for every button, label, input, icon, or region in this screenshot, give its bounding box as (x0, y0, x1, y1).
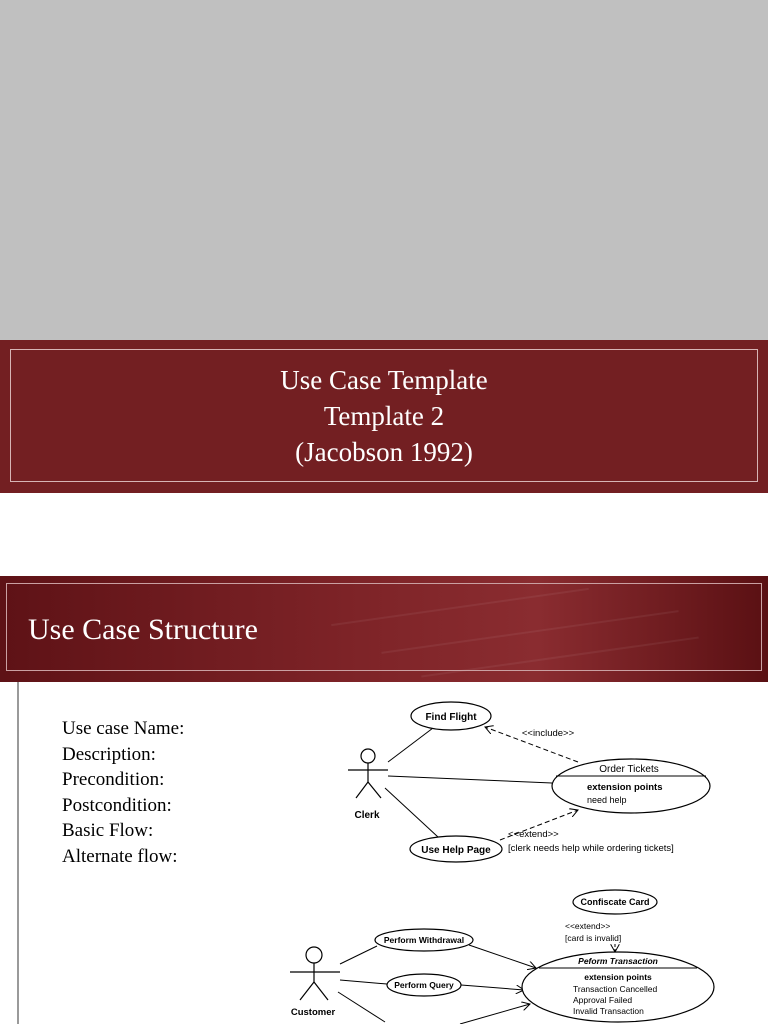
extend-label: <<extend>> (508, 829, 559, 840)
diagram-customer (290, 890, 714, 1024)
gen-arrow-query (461, 985, 524, 990)
clerk-actor-label: Clerk (354, 810, 380, 821)
assoc-clerk-order-tickets (388, 776, 552, 783)
uc-order-tickets-ext-point: need help (587, 795, 627, 805)
ext-point-transaction-cancelled: Transaction Cancelled (573, 984, 658, 994)
field-description: Description: (62, 743, 156, 765)
structure-slide-header (0, 576, 768, 682)
field-alternate-flow: Alternate flow: (62, 845, 178, 867)
assoc-customer-query (340, 980, 387, 984)
title-slide (0, 340, 768, 493)
uc-find-flight-label: Find Flight (425, 712, 477, 723)
field-use-case-name: Use case Name: (62, 718, 185, 739)
extend-condition: [clerk needs help while ordering tickets] (508, 843, 674, 854)
uc-use-help-page-label: Use Help Page (421, 845, 491, 856)
blank-slide-area (0, 0, 768, 340)
use-case-diagrams (0, 682, 768, 1024)
assoc-customer-other (338, 992, 385, 1022)
diagram-clerk (348, 702, 710, 862)
ext-point-invalid-transaction: Invalid Transaction (573, 1006, 644, 1016)
field-precondition: Precondition: (62, 769, 165, 790)
clerk-actor-figure (348, 749, 388, 798)
slide-title-line-3: (Jacobson 1992) (295, 436, 473, 467)
assoc-clerk-help-page (385, 788, 438, 837)
ext-point-approval-failed: Approval Failed (573, 995, 633, 1005)
include-label: <<include>> (521, 728, 575, 739)
uc-perform-query-label: Perform Query (394, 980, 454, 990)
title-frame (10, 349, 758, 482)
customer-actor-label: Customer (290, 1007, 336, 1018)
slide-title-line-2: Template 2 (323, 400, 445, 431)
uc-confiscate-card-label: Confiscate Card (580, 897, 650, 907)
extend-condition-2: [card is invalid] (565, 933, 622, 943)
uc-perform-withdrawal-label: Perform Withdrawal (383, 935, 465, 945)
slide-title-line-1: Use Case Template (280, 364, 488, 395)
field-basic-flow: Basic Flow: (62, 820, 154, 841)
gen-arrow-withdrawal (469, 945, 536, 968)
uc-perform-transaction-label: Peform Transaction (578, 956, 658, 966)
uc-order-tickets-ext-label: extension points (587, 782, 663, 793)
field-postcondition: Postcondition: (62, 794, 172, 816)
customer-actor-figure (290, 947, 340, 1000)
extend-label-2: <<extend>> (565, 921, 611, 931)
structure-slide-title: Use Case Structure (28, 613, 258, 646)
assoc-clerk-find-flight (388, 728, 433, 762)
structure-slide-body (0, 682, 768, 1024)
assoc-customer-withdrawal (340, 946, 377, 964)
uc-perform-transaction-ext-label: extension points (584, 972, 652, 982)
gen-arrow-other (460, 1004, 530, 1024)
uc-order-tickets-label: Order Tickets (599, 764, 659, 775)
